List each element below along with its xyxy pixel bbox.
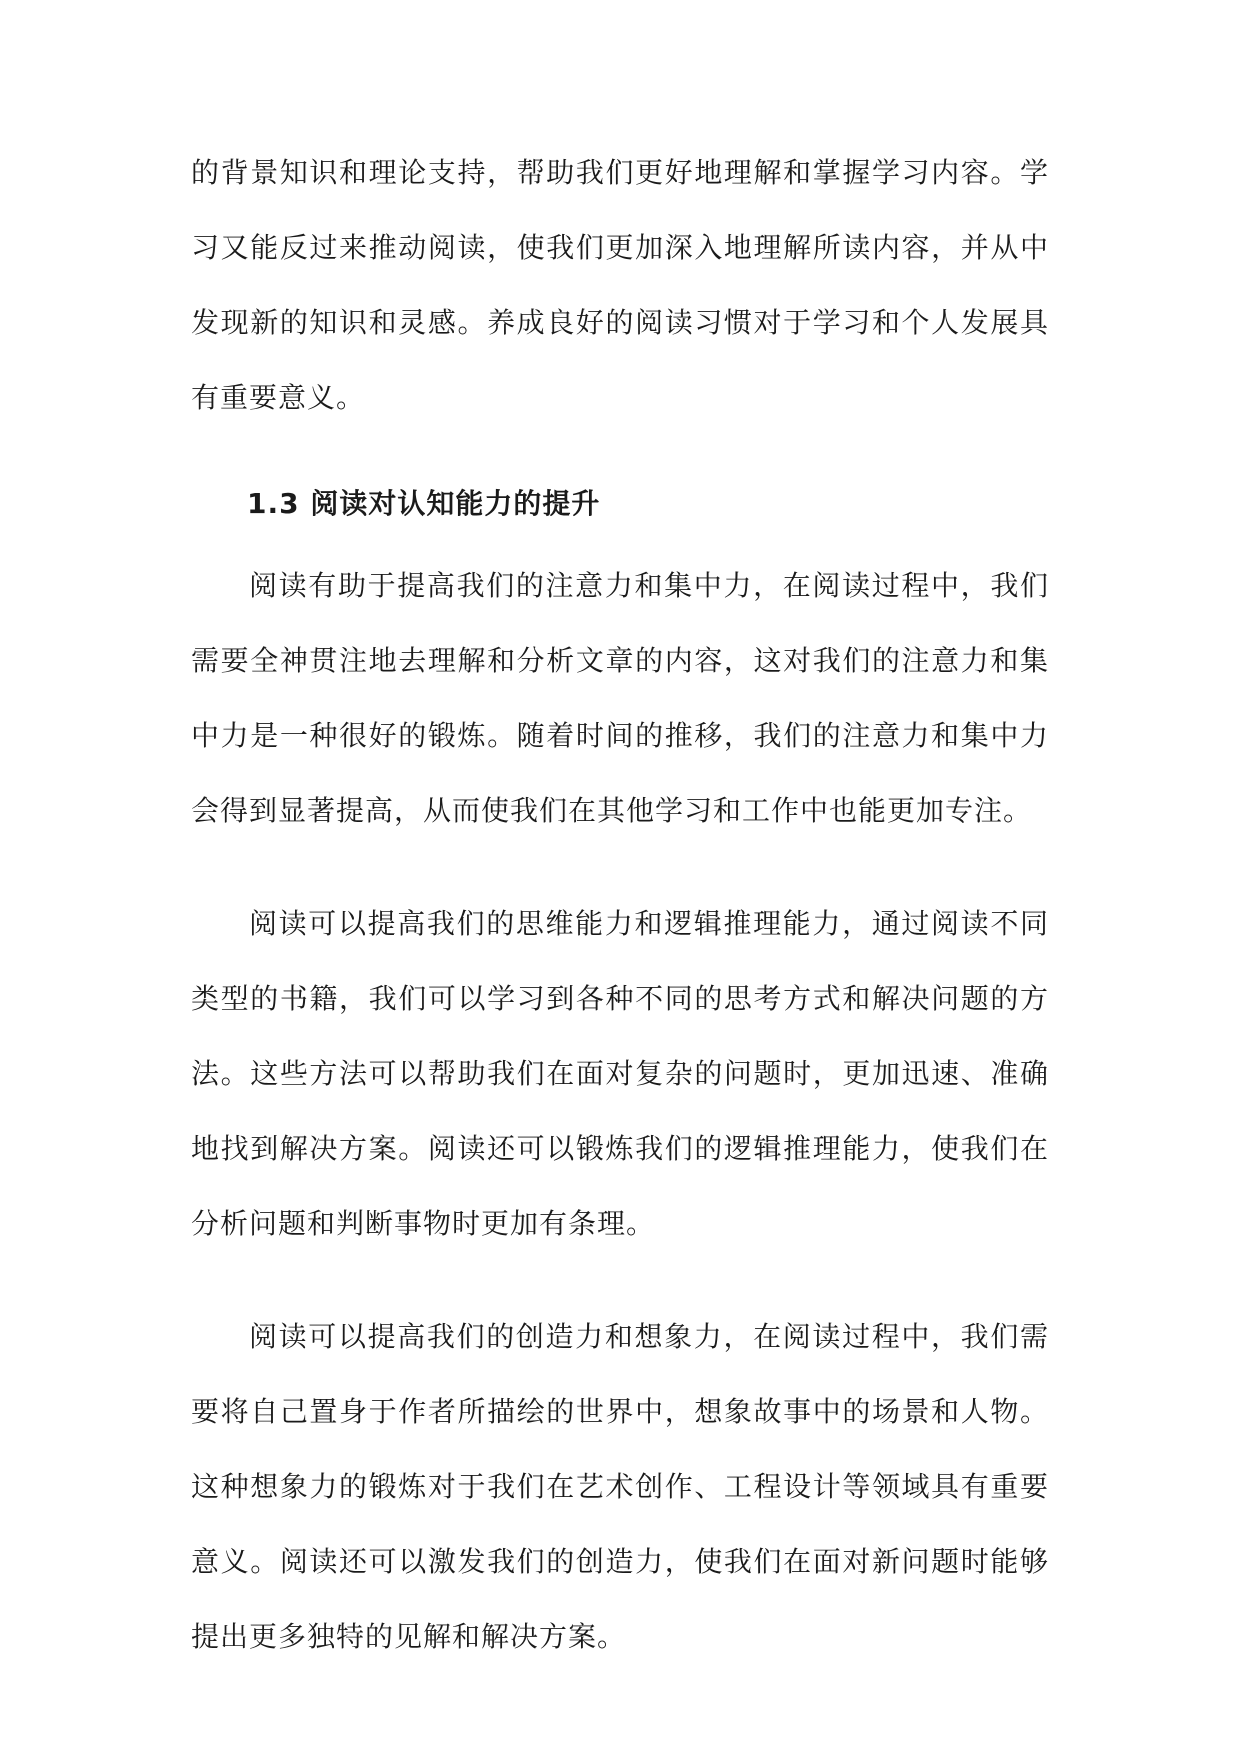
- paragraph-thinking: 阅读可以提高我们的思维能力和逻辑推理能力，通过阅读不同类型的书籍，我们可以学习到各种不同的思考方式和解决问题的方法。这些方法可以帮助我们在面对复杂的问题时，更加迅速、准确地找到解决方案。阅读还可以锻炼我们的逻辑推理能力，使我们在分析问题和判断事物时更加有条理。: [191, 907, 1049, 1240]
- paragraph-creativity: 阅读可以提高我们的创造力和想象力，在阅读过程中，我们需要将自己置身于作者所描绘的世界中，想象故事中的场景和人物。这种想象力的锻炼对于我们在艺术创作、工程设计等领域具有重要意义。阅读还可以激发我们的创造力，使我们在面对新问题时能够提出更多独特的见解和解决方案。: [191, 1320, 1049, 1653]
- section-heading: 1.3 阅读对认知能力的提升: [247, 487, 601, 520]
- continued-paragraph: 的背景知识和理论支持，帮助我们更好地理解和掌握学习内容。学习又能反过来推动阅读，使我们更加深入地理解所读内容，并从中发现新的知识和灵感。养成良好的阅读习惯对于学习和个人发展具有重要意义。: [191, 156, 1049, 414]
- paragraph-attention: 阅读有助于提高我们的注意力和集中力，在阅读过程中，我们需要全神贯注地去理解和分析文章的内容，这对我们的注意力和集中力是一种很好的锻炼。随着时间的推移，我们的注意力和集中力会得到显著提高，从而使我们在其他学习和工作中也能更加专注。: [191, 569, 1049, 827]
